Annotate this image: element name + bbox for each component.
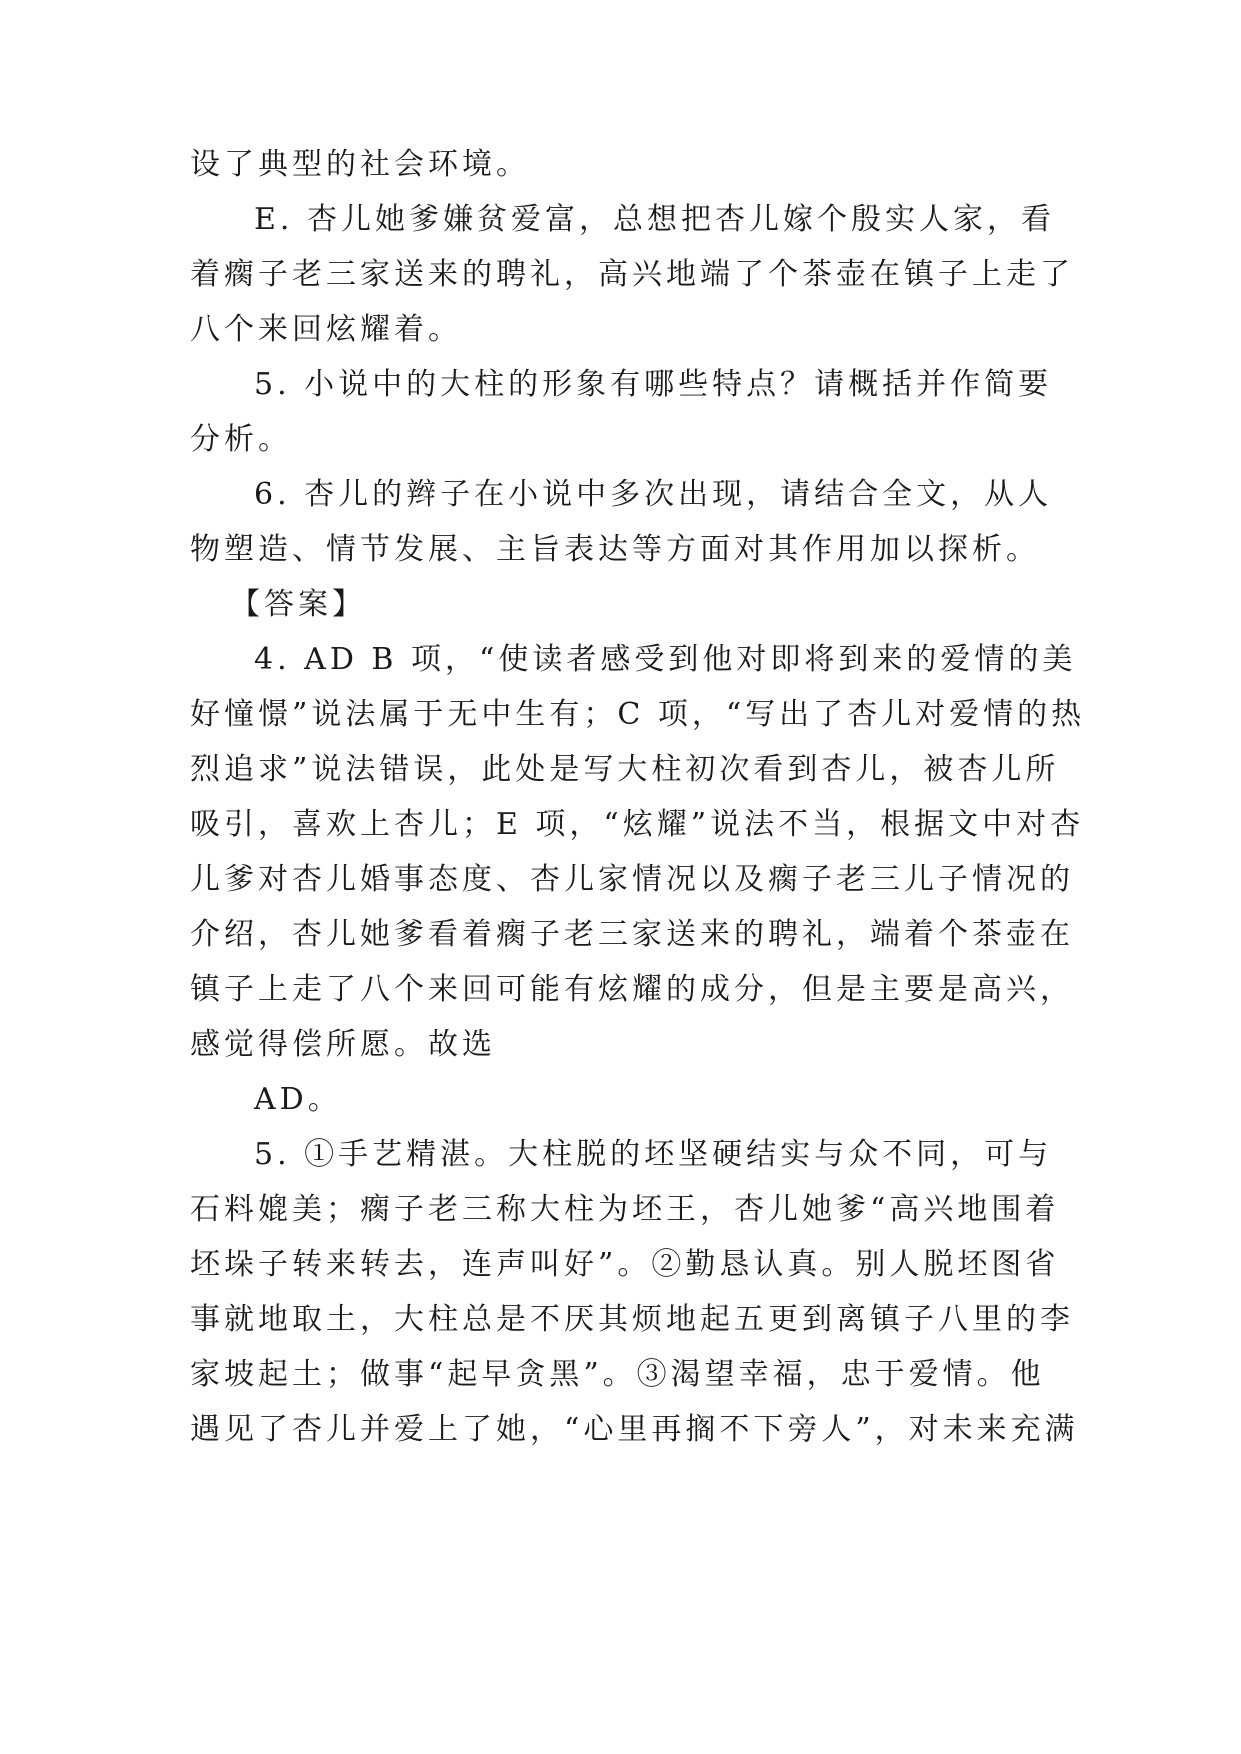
text-line: 坯垛子转来转去，连声叫好”。②勤恳认真。别人脱坯图省 <box>190 1247 1060 1282</box>
text-line: 好憧憬”说法属于无中生有；C 项，“写出了杏儿对爱情的热 <box>190 697 1086 732</box>
text-line: 家坡起土；做事“起早贪黑”。③渴望幸福，忠于爱情。他 <box>190 1357 1045 1392</box>
text-line: 石料媲美；瘸子老三称大柱为坯王，杏儿她爹“高兴地围着 <box>190 1192 1060 1227</box>
text-line: 着瘸子老三家送来的聘礼，高兴地端了个茶壶在镇子上走了 <box>190 257 1074 292</box>
text-line: 介绍，杏儿她爹看着瘸子老三家送来的聘礼，端着个茶壶在 <box>190 917 1074 952</box>
text-line: E. 杏儿她爹嫌贫爱富，总想把杏儿嫁个殷实人家，看 <box>254 202 1055 237</box>
text-line: 事就地取土，大柱总是不厌其烦地起五更到离镇子八里的李 <box>190 1302 1074 1337</box>
text-line: 设了典型的社会环境。 <box>190 147 530 182</box>
text-line: 感觉得偿所愿。故选 <box>190 1027 496 1062</box>
text-line: 吸引，喜欢上杏儿；E 项，“炫耀”说法不当，根据文中对杏 <box>190 807 1085 842</box>
answer-heading: 【答案】 <box>230 587 366 622</box>
text-line: 儿爹对杏儿婚事态度、杏儿家情况以及瘸子老三儿子情况的 <box>190 862 1074 897</box>
text-line: 分析。 <box>190 422 292 457</box>
answer-5: 5. ①手艺精湛。大柱脱的坯坚硬结实与众不同，可与 <box>254 1137 1053 1172</box>
text-line: AD。 <box>254 1082 342 1117</box>
text-line: 物塑造、情节发展、主旨表达等方面对其作用加以探析。 <box>190 532 1040 567</box>
text-line: 遇见了杏儿并爱上了她，“心里再搁不下旁人”，对未来充满 <box>190 1412 1079 1447</box>
answer-4: 4. AD B 项，“使读者感受到他对即将到来的爱情的美 <box>254 642 1077 677</box>
text-line: 八个来回炫耀着。 <box>190 312 462 347</box>
question-5: 5. 小说中的大柱的形象有哪些特点？请概括并作简要 <box>254 367 1053 402</box>
text-line: 镇子上走了八个来回可能有炫耀的成分，但是主要是高兴， <box>190 972 1074 1007</box>
question-6: 6. 杏儿的辫子在小说中多次出现，请结合全文，从人 <box>254 477 1053 512</box>
text-line: 烈追求”说法错误，此处是写大柱初次看到杏儿，被杏儿所 <box>190 752 1060 787</box>
